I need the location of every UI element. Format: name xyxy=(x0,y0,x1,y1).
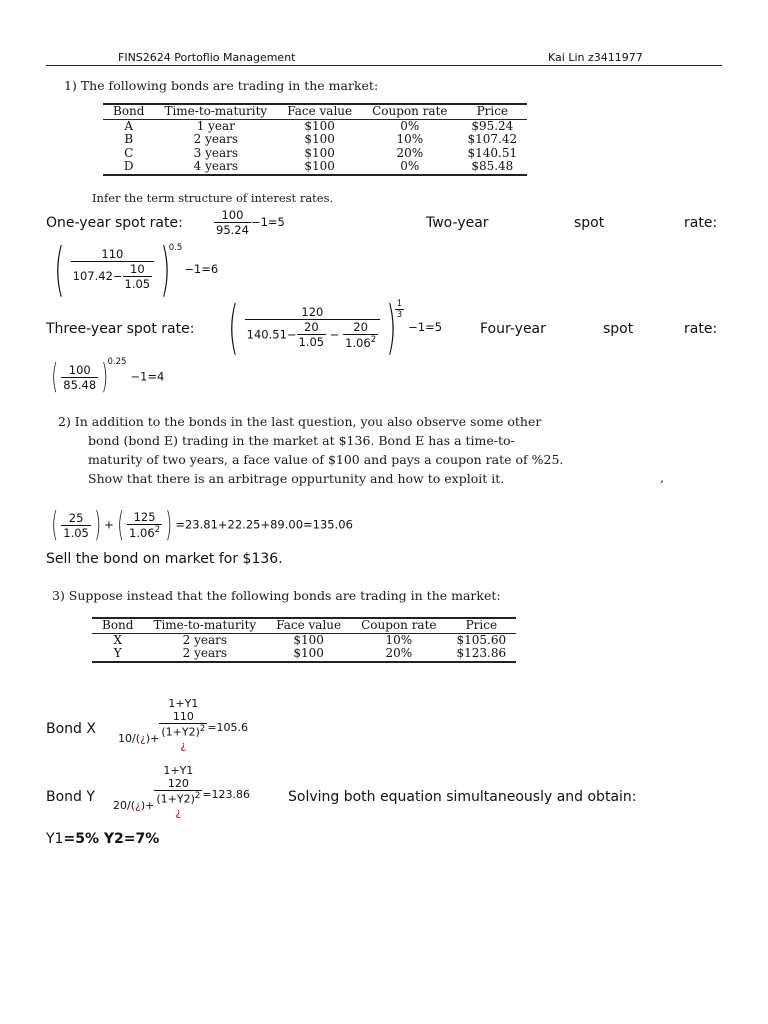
exponent: 2 xyxy=(154,525,161,536)
inner-numerator: 20 xyxy=(353,319,368,334)
col-face: Face value xyxy=(277,104,362,119)
broken-glyph: ¿ xyxy=(175,805,182,819)
col-maturity: Time-to-maturity xyxy=(143,618,266,633)
numerator: 100 xyxy=(221,208,244,222)
denominator: 85.48 xyxy=(63,377,97,392)
header-author: Kai Lin z3411977 xyxy=(548,51,643,64)
four-year-label-3: rate: xyxy=(684,321,718,337)
denominator: (1+Y2) xyxy=(161,725,200,739)
cell: $100 xyxy=(304,145,335,160)
two-year-label-3: rate: xyxy=(684,215,718,231)
cell: 1 year xyxy=(196,118,235,133)
exponent: 2 xyxy=(194,791,201,801)
exp-numerator: 1 xyxy=(396,298,403,309)
bond-y-formula xyxy=(113,764,250,819)
q3-prompt: 3) Suppose instead that the following bonds are trading in the market: xyxy=(52,588,501,603)
table-header-row xyxy=(103,104,527,119)
col-price: Price xyxy=(447,618,517,633)
col-price: Price xyxy=(458,104,528,119)
formula-tail: −1=5 xyxy=(250,215,285,229)
exponent: 0.5 xyxy=(168,242,183,253)
exponent: 2 xyxy=(370,334,377,345)
two-year-label-2: spot xyxy=(574,215,605,231)
q2-line: bond (bond E) trading in the market at $136. Bond E has a time-to- xyxy=(88,433,515,448)
table-row xyxy=(92,633,516,647)
bond-x-label: Bond X xyxy=(46,721,96,737)
cell: 0% xyxy=(400,159,420,173)
inner-numerator: 20 xyxy=(304,320,319,334)
cell: 2 years xyxy=(193,132,239,146)
inner-denominator: 1.05 xyxy=(124,277,151,291)
cell: 0% xyxy=(400,118,420,133)
cell: 2 years xyxy=(182,632,228,647)
cell: $107.42 xyxy=(467,132,518,146)
cell: $100 xyxy=(304,132,335,146)
col-coupon: Coupon rate xyxy=(362,104,457,119)
bond-y-label: Bond Y xyxy=(46,789,95,805)
cell: 3 years xyxy=(193,145,239,160)
cell: $85.48 xyxy=(471,159,514,173)
cell: D xyxy=(123,159,134,173)
formula-lead: 20/( xyxy=(113,798,135,812)
q3-bond-table xyxy=(92,617,516,663)
formula-tail: −1=5 xyxy=(408,319,443,334)
one-year-label: One-year spot rate: xyxy=(46,215,183,231)
one-year-formula xyxy=(214,208,285,237)
cell: $100 xyxy=(304,159,335,173)
q1-prompt: 1) The following bonds are trading in the market: xyxy=(64,78,379,93)
cell: X xyxy=(113,632,122,647)
header-course: FINS2624 Portoflio Management xyxy=(118,51,296,64)
bond-x-formula xyxy=(118,697,248,752)
cell: $140.51 xyxy=(467,145,518,160)
result-y1: Y1 xyxy=(46,831,64,847)
formula-close: )+ xyxy=(140,798,155,812)
broken-glyph: ¿ xyxy=(180,738,187,752)
cell: $100 xyxy=(293,646,324,660)
three-year-formula: ( 120 140.51− $\frac{20}{1.05}$ − $\frac{20}{1.06^2}$ ) $\frac{1}{3}$ −1=5 xyxy=(228,293,443,361)
denominator: 1.06 xyxy=(129,525,155,540)
cell: $95.24 xyxy=(471,118,514,133)
table-header-row xyxy=(92,618,516,633)
cell: $105.60 xyxy=(456,632,507,647)
table-row xyxy=(103,160,527,175)
col-maturity: Time-to-maturity xyxy=(154,104,277,119)
col-face: Face value xyxy=(266,618,351,633)
q2-answer: Sell the bond on market for $136. xyxy=(46,551,283,567)
cell: C xyxy=(124,145,134,160)
q2-comma: , xyxy=(660,470,664,485)
numerator: 100 xyxy=(68,362,91,377)
formula-tail: −1=6 xyxy=(184,261,219,276)
cell: Y xyxy=(113,646,122,660)
table-row xyxy=(103,119,527,133)
cell: $123.86 xyxy=(456,646,507,660)
cell: 10% xyxy=(385,632,413,647)
numerator: 110 xyxy=(101,247,124,261)
cell: B xyxy=(124,132,134,146)
three-year-label: Three-year spot rate: xyxy=(46,321,195,337)
broken-glyph: ¿ xyxy=(135,798,141,812)
exponent: 0.25 xyxy=(107,356,127,367)
inner-numerator: 10 xyxy=(130,262,145,276)
formula-tail: −1=4 xyxy=(130,369,165,384)
q1-bond-table xyxy=(103,103,527,176)
table-row xyxy=(103,133,527,147)
q2-line: maturity of two years, a face value of $100 and pays a coupon rate of %25. xyxy=(88,452,564,467)
q2-prompt xyxy=(58,412,688,488)
col-coupon: Coupon rate xyxy=(351,618,446,633)
result-values: =5% Y2=7% xyxy=(63,831,160,847)
q1-infer-text: Infer the term structure of interest rates. xyxy=(92,191,334,205)
orphan-term: 1+Y1 xyxy=(163,764,194,777)
solve-text: Solving both equation simultaneously and obtain: xyxy=(288,789,637,805)
formula-tail: =23.81+22.25+89.00=135.06 xyxy=(175,517,353,532)
q2-line: Show that there is an arbitrage oppurtunity and how to exploit it. xyxy=(88,471,505,486)
inner-denominator: 1.05 xyxy=(298,335,325,349)
col-bond: Bond xyxy=(92,618,143,633)
exponent: 2 xyxy=(199,724,206,734)
four-year-formula: ( $\frac{100}{85.48}$ )$^{0.25}$−1=4 xyxy=(51,356,165,397)
numerator: 120 xyxy=(167,777,189,790)
cell: 4 years xyxy=(193,159,239,173)
denominator: (1+Y2) xyxy=(156,792,195,806)
cell: 20% xyxy=(385,646,413,660)
col-bond: Bond xyxy=(103,104,154,119)
cell: $100 xyxy=(293,632,324,647)
numerator: 120 xyxy=(301,304,324,319)
numerator: 125 xyxy=(133,510,156,525)
inner-denominator: 1.06 xyxy=(345,335,371,350)
result xyxy=(46,831,159,847)
orphan-term: 1+Y1 xyxy=(168,697,199,710)
formula-close: )+ xyxy=(145,731,160,745)
cell: A xyxy=(124,118,134,133)
header-rule xyxy=(46,65,722,66)
plus-sign: + xyxy=(104,517,114,532)
numerator: 110 xyxy=(172,710,194,723)
q2-line: 2) In addition to the bonds in the last question, you also observe some other xyxy=(58,414,542,429)
table-row xyxy=(103,147,527,161)
formula-tail: =105.6 xyxy=(207,721,249,735)
four-year-label-2: spot xyxy=(603,321,634,337)
formula-tail: =123.86 xyxy=(202,788,251,802)
q2-calculation: ( $\frac{25}{1.05}$ ) +( $\frac{125}{1.06^2}$ ) =23.81+22.25+89.00=135.06 xyxy=(51,505,353,545)
cell: 20% xyxy=(396,145,424,160)
two-year-formula: ( 110 107.42− $\frac{10}{1.05}$ )$^{0.5}$−1=6 xyxy=(54,235,219,303)
denominator-part: 107.42− xyxy=(72,269,123,283)
table-row xyxy=(92,647,516,662)
formula-lead: 10/( xyxy=(118,731,140,745)
exp-denominator: 3 xyxy=(396,309,403,320)
cell: 10% xyxy=(396,132,424,146)
denominator-part: 140.51− xyxy=(246,327,297,341)
broken-glyph: ¿ xyxy=(140,731,146,745)
cell: $100 xyxy=(304,118,335,133)
denominator: 95.24 xyxy=(216,223,249,237)
two-year-label-1: Two-year xyxy=(426,215,489,231)
four-year-label-1: Four-year xyxy=(480,321,546,337)
numerator: 25 xyxy=(68,510,84,525)
cell: 2 years xyxy=(182,646,228,660)
denominator: 1.05 xyxy=(63,525,89,540)
